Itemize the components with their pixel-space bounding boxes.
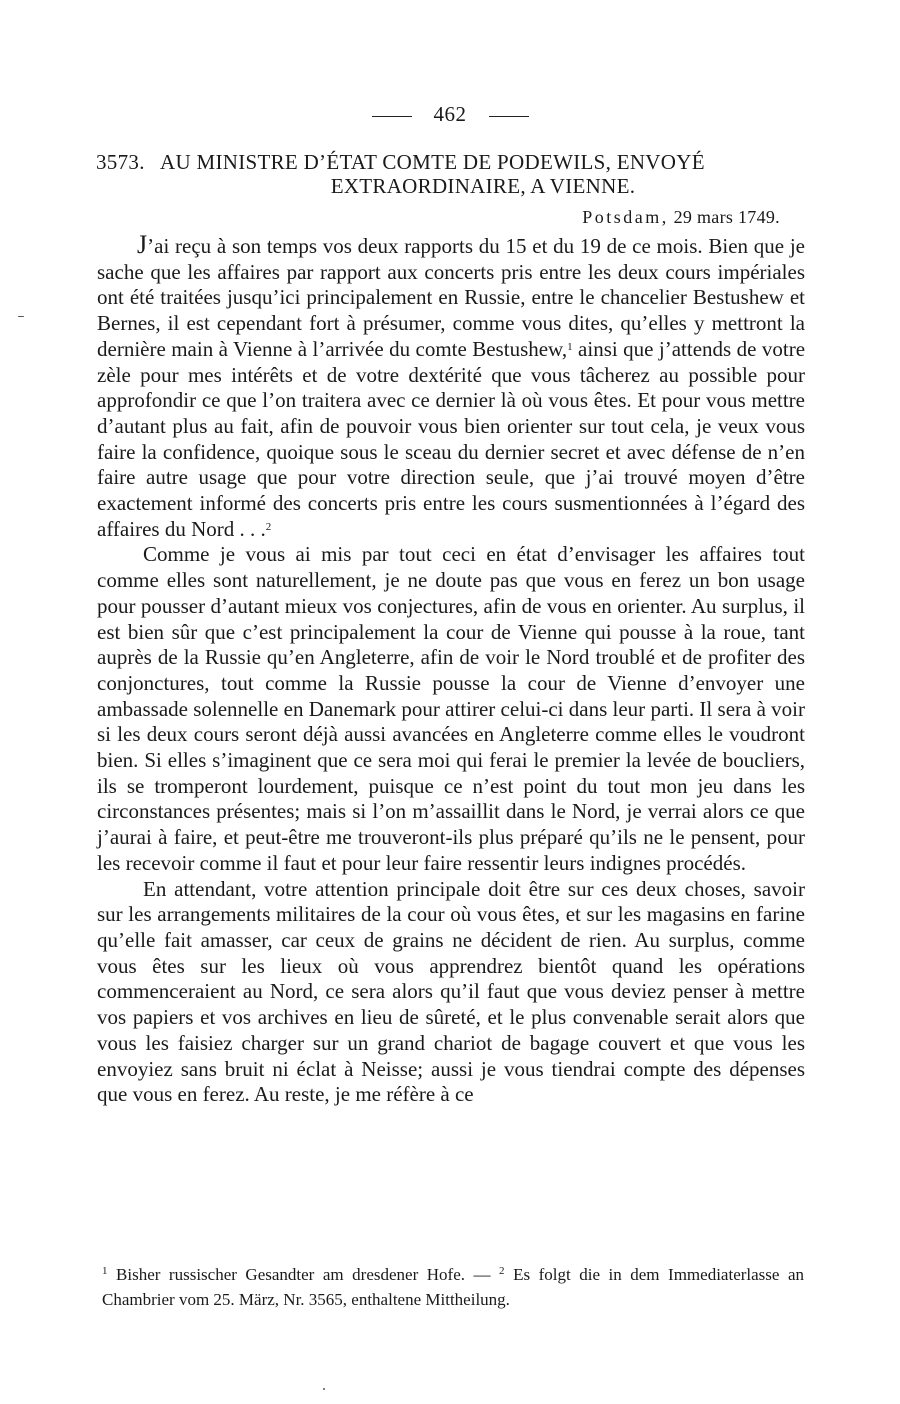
dateline-date: 29 mars 1749.	[668, 207, 780, 227]
scan-speck	[323, 1388, 325, 1390]
page-number-text: 462	[433, 102, 467, 126]
dateline-place: Potsdam,	[582, 207, 669, 227]
page-number	[0, 102, 900, 127]
footnote-ref-2: 2	[265, 520, 272, 533]
paragraph-2: Comme je vous ai mis par tout ceci en état d’envisager les affaires tout comme elles sont naturellement, je ne doute pas que vous en ferez un bon usage pour pousser d’autant mieux vos conjectures, afin de vous en orienter. Au surplus, il est bien sûr que c’est principalement la cour de Vienne qui pousse à la roue, tant auprès de la Russie qu’en Angleterre, afin de voir le Nord troublé et de profiter des conjonctures, tout comme la Russie pousse la cour de Vienne d’envoyer une ambassade solennelle en Danemark pour attirer celui-ci dans leur parti. Il sera à voir si les deux cours seront déjà aussi avancées en Angleterre comme elles le voudront bien. Si elles s’imaginent que ce sera moi qui ferai le premier la levée de boucliers, ils se tromperont lourdement, puisque ce n’est point du tout mon jeu dans les circonstances présentes; mais si l’on m’assaillit dans le Nord, je verrai alors ce que j’aurai à faire, et peut-être me trouveront-ils plus préparé qu’ils ne le pensent, pour les recevoir comme il faut et pour leur faire ressentir leurs indignes procédés.	[97, 542, 805, 875]
letter-heading	[96, 150, 806, 198]
footnotes	[102, 1262, 804, 1312]
footnote-1-marker: 1	[102, 1265, 108, 1277]
letter-number: 3573.	[96, 150, 145, 174]
page-number-dash-right	[489, 116, 529, 117]
paragraph-3: En attendant, votre attention principale doit être sur ces deux choses, savoir sur les arrangements militaires de la cour où vous êtes, et sur les magasins en farine qu’elle fait amasser, car ceux de grains ne décident de rien. Au surplus, comme vous êtes sur les lieux où vous apprendrez bientôt quand les opérations commenceraient au Nord, ce sera alors qu’il faut que vous deviez penser à mettre vos papiers et vos archives en lieu de sûreté, et le plus convenable serait alors que vous les faisiez charger sur un grand chariot de bagage couvert et que vous les envoyiez sans bruit ni éclat à Neisse; aussi je vous tiendrai compte des dépenses que vous en ferez. Au reste, je me réfère à ce	[97, 876, 805, 1107]
footnote-1-text: Bisher russischer Gesandter am dresdener Hofe. —	[107, 1265, 500, 1284]
page-number-dash-left	[372, 116, 412, 117]
paragraph-1-text-b: ainsi que j’attends de votre zèle pour mes intérêts et de votre dextérité que vous tâcherez au possible pour approfondir ce que l’on traitera avec ce dernier là où vous êtes. Et pour vous mettre d’autant plus au fait, afin de pouvoir vous bien orienter sur tout cela, je veux vous faire la confidence, quoique sous le sceau du dernier secret et avec défense de n’en faire autre usage que pour votre direction seule, que j’ai trouvé moyen d’être exactement informé des concerts pris entre les cours susmentionnées à l’égard des affaires du Nord . . .	[97, 336, 806, 541]
initial-letter: J	[137, 230, 148, 259]
footnote-2-marker: 2	[499, 1265, 505, 1277]
dateline	[582, 207, 780, 228]
paragraph-1-text-a: ’ai reçu à son temps vos deux rapports du 15 et du 19 de ce mois. Bien que je sache que les affaires par rapport aux concerts pris entre les deux cours impériales ont été traitées jusqu’ici principalement en Russie, entre le chancelier Bestushew et Bernes, il est cependant fort à présumer, comme vous dites, qu’elles y mettront la dernière main à Vienne à l’arrivée du comte Bestushew,	[97, 234, 805, 361]
footnote-2-text: Es folgt die in dem Immediaterlasse an Chambrier vom 25. März, Nr. 3565, enthaltene Mittheilung.	[102, 1265, 805, 1309]
letter-title-line2: EXTRAORDINAIRE, A VIENNE.	[330, 174, 636, 198]
letter-body	[97, 232, 805, 1108]
scan-speck	[18, 316, 24, 317]
letter-title-line1: AU MINISTRE D’ÉTAT COMTE DE PODEWILS, ENVOYÉ	[160, 150, 705, 174]
paragraph-1	[97, 232, 805, 542]
footnote-ref-1: 1	[567, 340, 573, 353]
